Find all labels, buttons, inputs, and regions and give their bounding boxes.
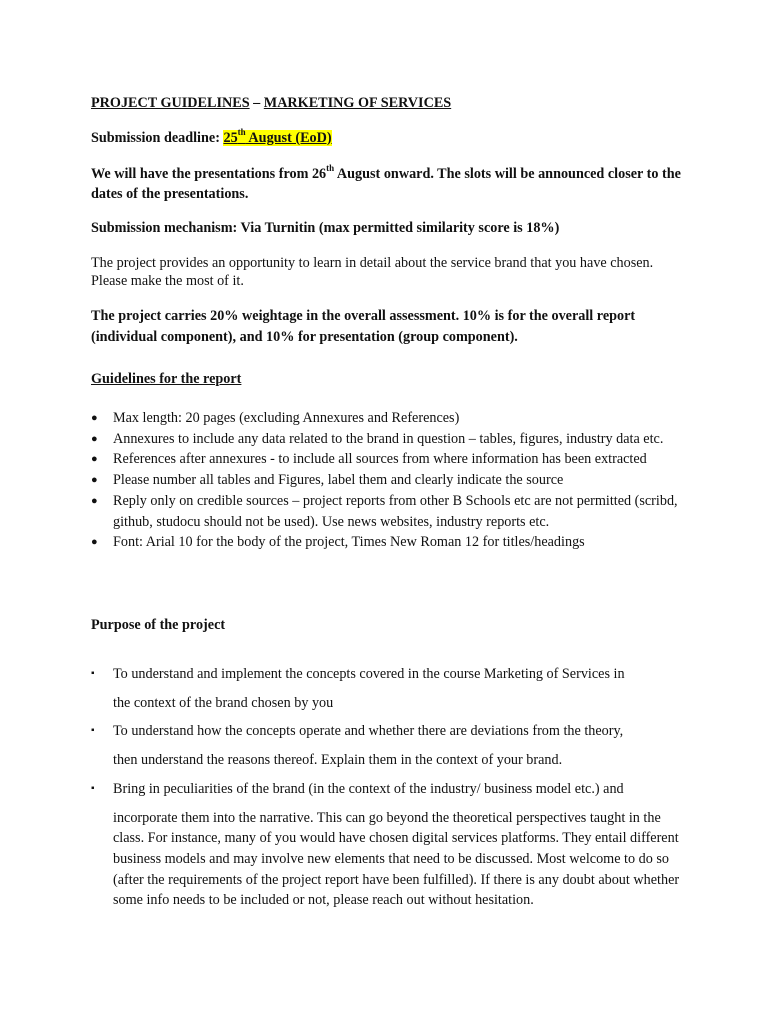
list-item [91,532,691,553]
presentations-before: We will have the presentations from 26 [91,166,327,182]
list-item-text: Reply only on credible sources – project reports from other B Schools etc are not permitted (scribd, github, studocu should not be used). Use news websites, industry reports etc. [113,492,678,530]
list-item-text: Max length: 20 pages (excluding Annexures and References) [113,410,460,426]
list-item-text: Please number all tables and Figures, label them and clearly indicate the source [113,472,564,489]
bullet-icon: ● [91,474,98,487]
list-item [91,721,691,770]
presentations-suffix: th [326,163,335,174]
list-item-continuation: incorporate them into the narrative. This can go beyond the theoretical perspectives taught in the class. For instance, many of you would have chosen digital services platforms. They entail different business models and may involve new elements that need to be discussed. Most welcome to do so (after the requirements of the project report have been fulfilled). If there is any doubt about whether some info needs to be included or not, please reach out without hesitation. [113,809,680,909]
list-item-continuation: then understand the reasons thereof. Explain them in the context of your brand. [113,752,563,769]
list-item [91,664,691,713]
submission-deadline [91,128,691,148]
list-item [91,491,691,532]
list-item [91,470,691,491]
list-item-first-line: To understand and implement the concepts covered in the course Marketing of Services in [113,666,625,682]
list-item [91,449,691,470]
bullet-icon: ● [91,494,98,507]
presentations-after: August onward. The slots will be announced closer to the dates of the presentations. [91,166,681,202]
title-part-2: MARKETING OF SERVICES [263,95,452,111]
report-guidelines-list [91,408,691,553]
deadline-day: 25 [223,130,238,146]
opportunity-paragraph: The project provides an opportunity to learn in detail about the service brand that you have chosen. Please make the most of it. [91,255,654,289]
list-item [91,779,691,911]
list-item [91,408,691,429]
weightage-paragraph: The project carries 20% weightage in the overall assessment. 10% is for the overall report (individual component), and 10% for presentation (group component). [91,308,636,345]
deadline-day-suffix: th [237,127,246,138]
list-item-text: References after annexures - to include all sources from where information has been extracted [113,451,647,468]
bullet-icon: ● [91,432,98,445]
title-part-1: PROJECT GUIDELINES [91,95,250,111]
bullet-icon: ● [91,536,98,549]
deadline-date [223,127,332,146]
deadline-rest: August (EoD) [245,130,332,146]
report-guidelines-heading: Guidelines for the report [91,371,242,387]
bullet-icon: ● [91,412,98,424]
list-item-first-line: Bring in peculiarities of the brand (in the context of the industry/ business model etc.) and [113,780,624,797]
deadline-label: Submission deadline: [91,130,224,146]
title-dash: – [249,95,264,111]
list-item-continuation: the context of the brand chosen by you [113,694,334,711]
list-item-text: Annexures to include any data related to the brand in question – tables, figures, industry data etc. [113,430,664,447]
list-item-text: Font: Arial 10 for the body of the project, Times New Roman 12 for titles/headings [113,534,585,551]
list-item-first-line: To understand how the concepts operate and whether there are deviations from the theory, [113,723,624,740]
presentations-paragraph [91,164,691,204]
bullet-icon: ● [91,453,98,466]
square-bullet-icon: ▪ [91,725,95,737]
purpose-list [91,664,691,911]
submission-mechanism: Submission mechanism: Via Turnitin (max permitted similarity score is 18%) [91,220,560,236]
document-title [91,93,691,113]
purpose-heading: Purpose of the project [91,617,226,633]
list-item [91,429,691,450]
square-bullet-icon: ▪ [91,668,95,679]
square-bullet-icon: ▪ [91,782,95,794]
